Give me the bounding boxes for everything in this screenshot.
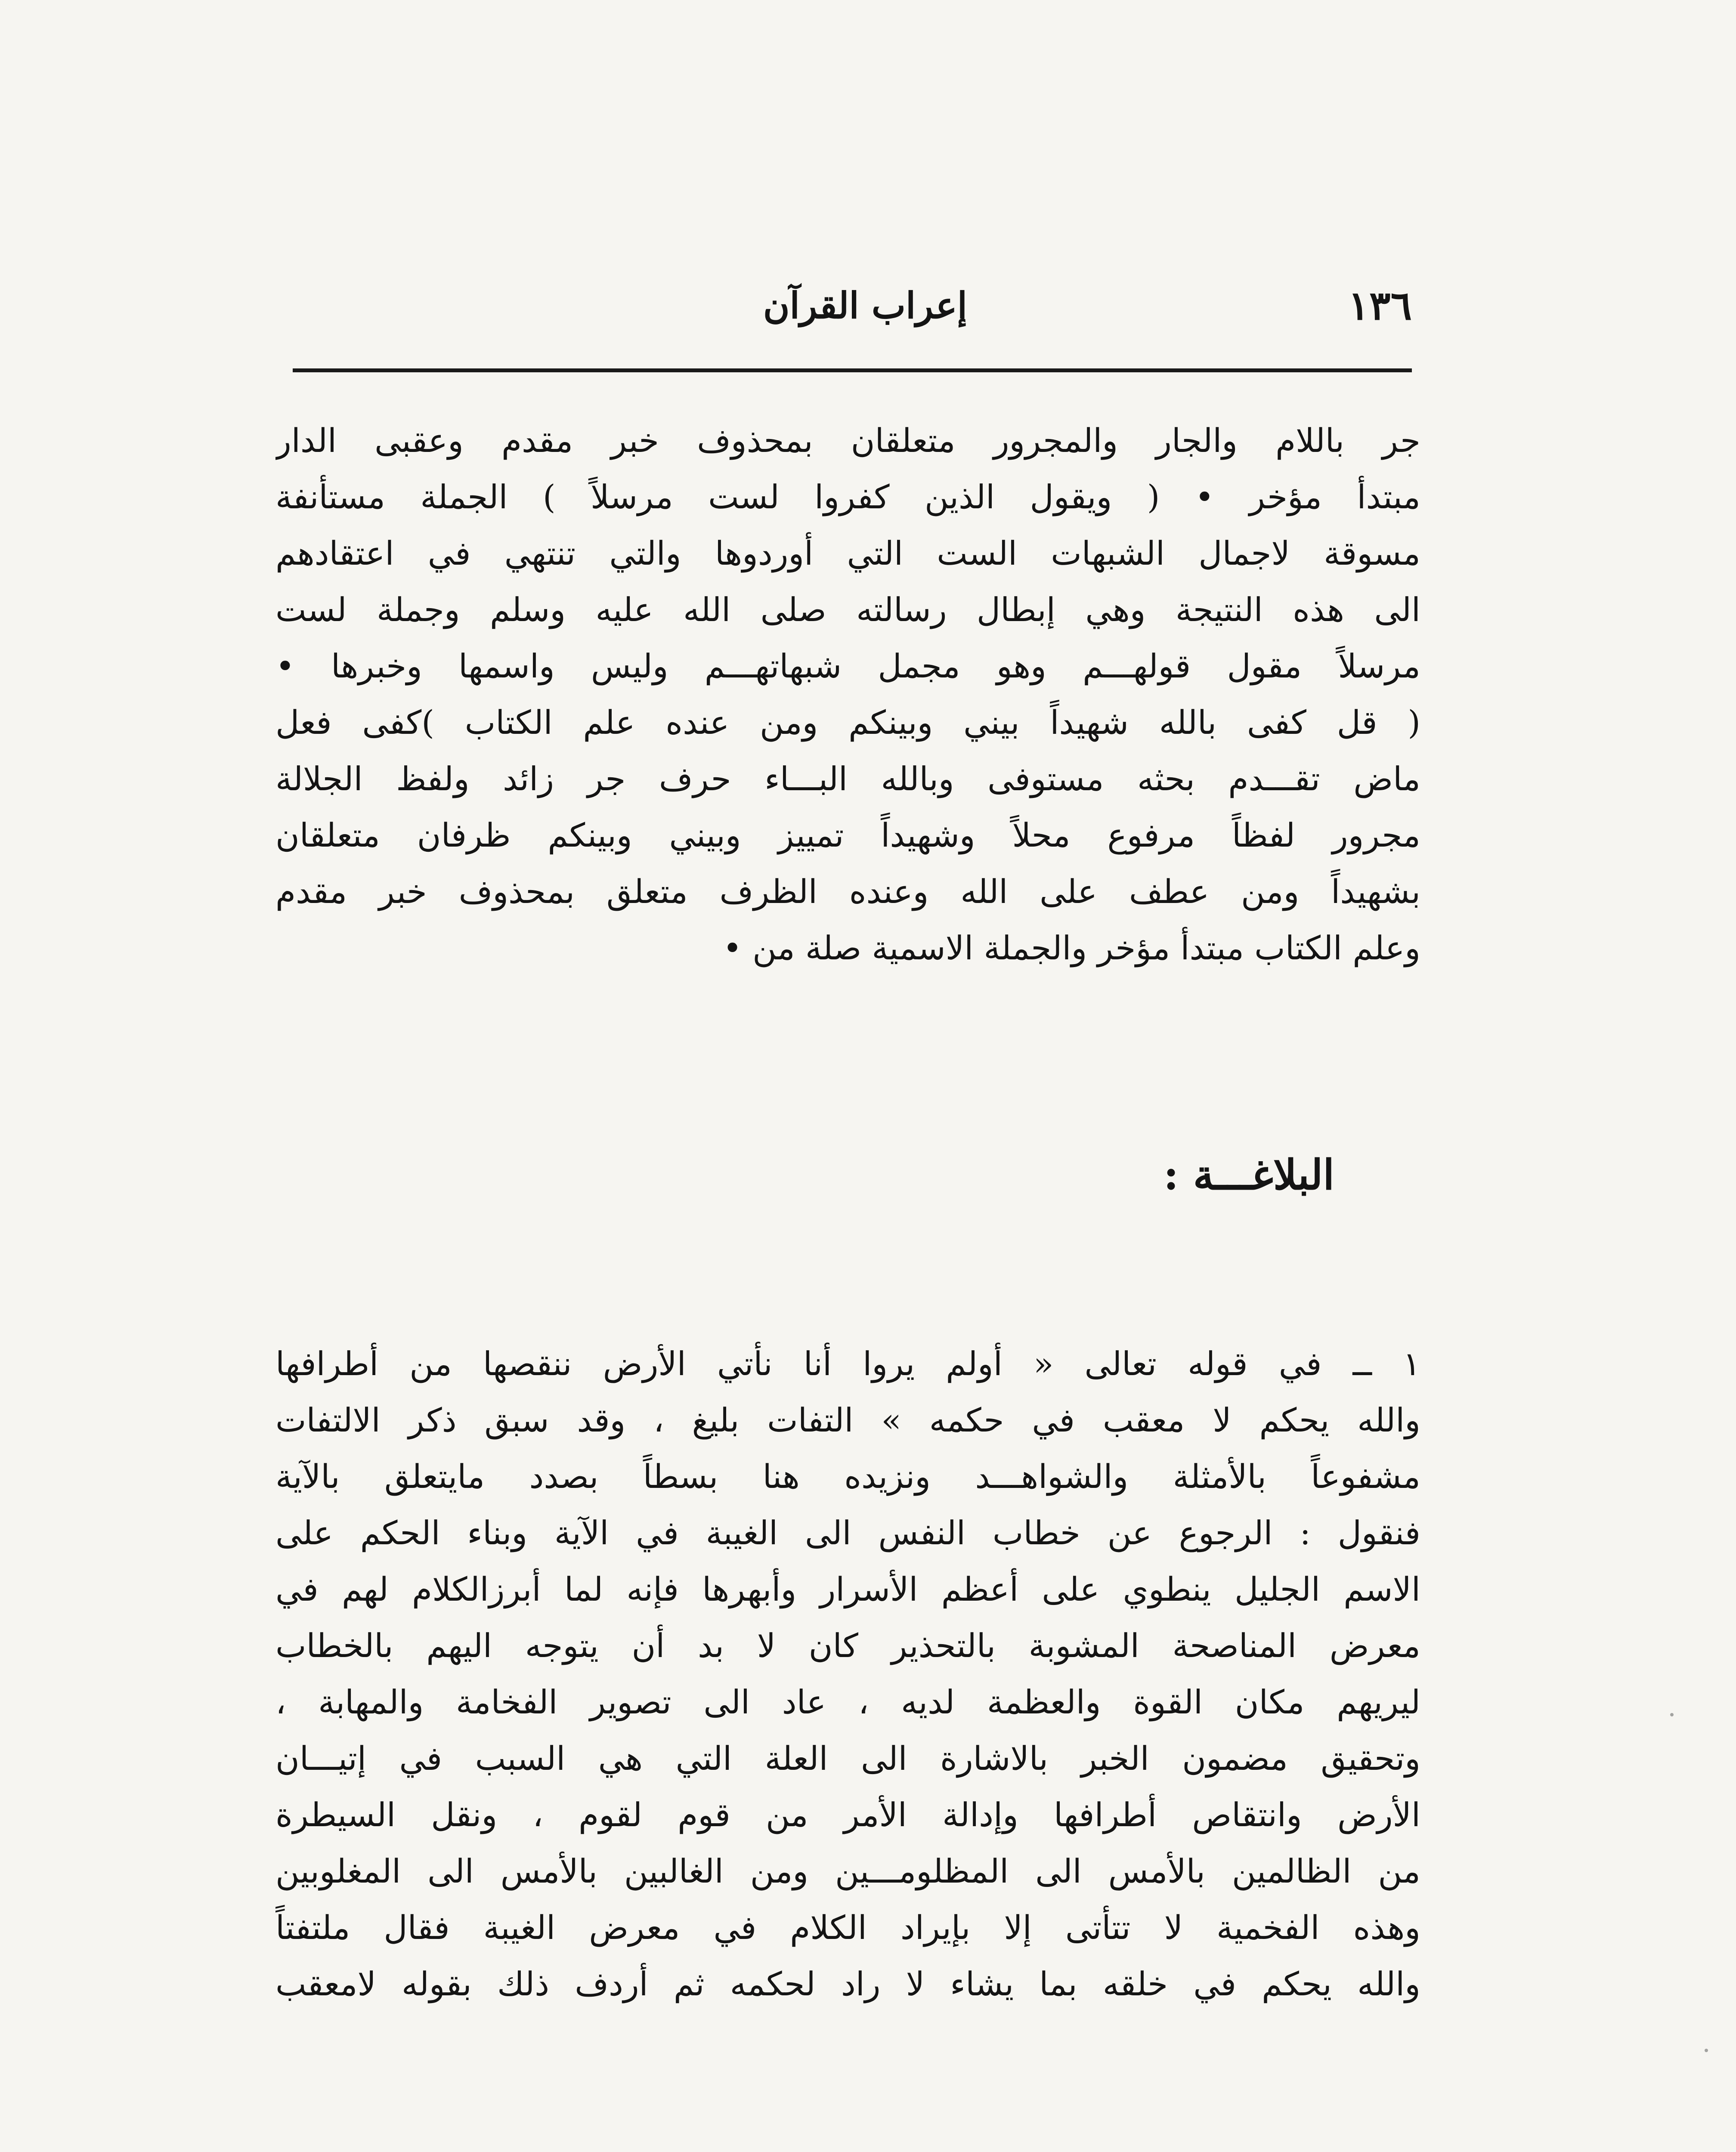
text-line: والله يحكم لا معقب في حكمه » التفات بليغ ، وقد سبق ذكر الالتفات: [275, 1401, 1420, 1439]
text-line: مبتدأ مؤخر • ( ويقول الذين كفروا لست مرسلاً ) الجملة مستأنفة: [275, 478, 1420, 516]
running-title: إعراب القرآن: [763, 284, 968, 327]
text-line: ليريهم مكان القوة والعظمة لديه ، عاد الى تصوير الفخامة والمهابة ،: [275, 1683, 1420, 1721]
text-line: بشهيداً ومن عطف على الله وعنده الظرف متعلق بمحذوف خبر مقدم: [275, 872, 1420, 911]
text-line: مشفوعاً بالأمثلة والشواهـــد ونزيده هنا بسطاً بصدد مايتعلق بالآية: [275, 1457, 1420, 1496]
text-line: ماض تقـــدم بحثه مستوفى وبالله البـــاء حرف جر زائد ولفظ الجلالة: [275, 760, 1420, 798]
header-divider: [293, 368, 1412, 372]
section-heading: البلاغـــة :: [1163, 1150, 1334, 1199]
text-line: وهذه الفخمية لا تتأتى إلا بإيراد الكلام في معرض الغيبة فقال ملتفتاً: [275, 1908, 1420, 1947]
text-line: مسوقة لاجمال الشبهات الست التي أوردوها والتي تنتهي في اعتقادهم: [275, 534, 1420, 572]
scan-speck: [1705, 2049, 1708, 2052]
text-line: الى هذه النتيجة وهي إبطال رسالته صلى الله عليه وسلم وجملة لست: [275, 591, 1420, 629]
text-line: مجرور لفظاً مرفوع محلاً وشهيداً تمييز وبيني وبينكم ظرفان متعلقان: [275, 816, 1420, 854]
text-line: والله يحكم في خلقه بما يشاء لا راد لحكمه ثم أردف ذلك بقوله لامعقب: [275, 1965, 1420, 2003]
text-line: الأرض وانتقاص أطرافها وإدالة الأمر من قوم لقوم ، ونقل السيطرة: [275, 1796, 1420, 1834]
text-line-last: وعلم الكتاب مبتدأ مؤخر والجملة الاسمية صلة من •: [723, 929, 1420, 967]
text-line: مرسلاً مقول قولهـــم وهو مجمل شبهاتهـــم وليس واسمها وخبرها •: [275, 647, 1420, 685]
page-number: ١٣٦: [1348, 282, 1412, 329]
text-line: ١ ــ في قوله تعالى « أولم يروا أنا نأتي الأرض ننقصها من أطرافها: [275, 1345, 1420, 1383]
text-line: معرض المناصحة المشوبة بالتحذير كان لا بد أن يتوجه اليهم بالخطاب: [275, 1626, 1420, 1665]
paragraph-balagha: [275, 1336, 1420, 2012]
page-header: [293, 275, 1412, 336]
text-line: الاسم الجليل ينطوي على أعظم الأسرار وأبهرها فإنه لما أبرزالكلام لهم في: [275, 1570, 1420, 1608]
text-line: من الظالمين بالأمس الى المظلومـــين ومن الغالبين بالأمس الى المغلوبين: [275, 1852, 1420, 1890]
scan-speck: [1670, 1713, 1674, 1716]
text-line: فنقول : الرجوع عن خطاب النفس الى الغيبة في الآية وبناء الحكم على: [275, 1514, 1420, 1552]
paragraph-irab: [275, 412, 1420, 976]
text-line: ( قل كفى بالله شهيداً بيني وبينكم ومن عنده علم الكتاب )كفى فعل: [275, 703, 1420, 742]
text-line: وتحقيق مضمون الخبر بالاشارة الى العلة التي هي السبب في إتيـــان: [275, 1739, 1420, 1778]
text-line: جر باللام والجار والمجرور متعلقان بمحذوف خبر مقدم وعقبى الدار: [275, 421, 1420, 460]
